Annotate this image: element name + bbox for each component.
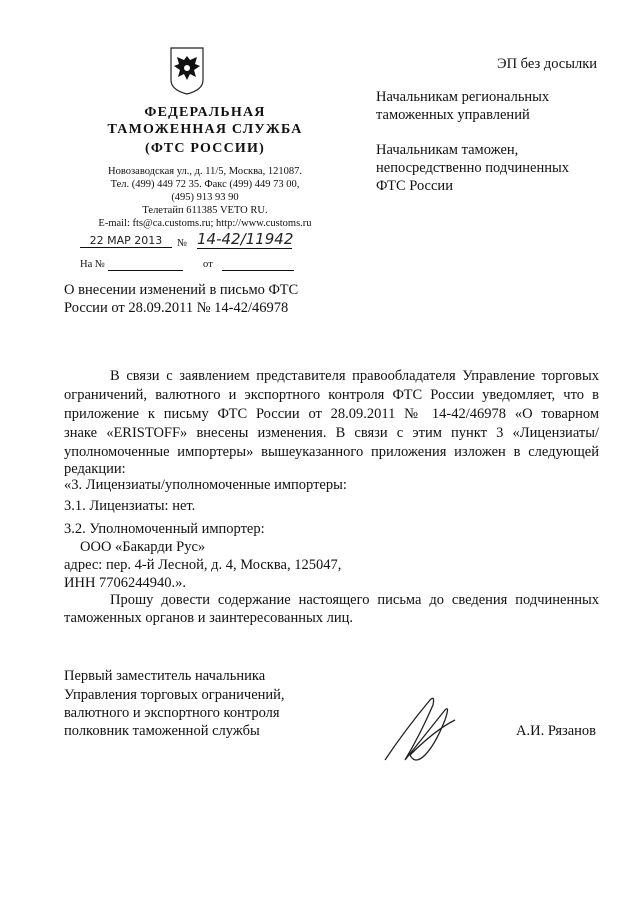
from-label: от [203,259,213,270]
body-para1-line4: знаке «ERISTOFF» внесены изменения. В связи с этим пункт 3 «Лицензиаты/ [64,425,599,441]
body-para1-line2: ограничений, валютного и экспортного контроля ФТС России уведомляет, что в [64,387,599,403]
addressee-1-line2: таможенных управлений [376,107,530,123]
contact-email: E-mail: fts@ca.customs.ru; http://www.customs.ru [98,218,312,229]
handwritten-signature [375,690,465,775]
importer-inn: ИНН 7706244940.». [64,575,187,591]
addressee-2-line2: непосредственно подчиненных [376,160,569,176]
body-para2-line2: таможенных органов и заинтересованных лиц. [64,610,353,626]
org-name-line1: ФЕДЕРАЛЬНАЯ [144,105,266,120]
subject-line1: О внесении изменений в письмо ФТС [64,282,299,298]
ref-label: На № [80,259,105,270]
contact-teletype: Телетайп 611385 VETO RU. [142,205,268,216]
addressee-2-line3: ФТС России [376,178,453,194]
signer-position-line4: полковник таможенной службы [64,723,260,739]
body-para1-line5: уполномоченные импортеры» вышеуказанного приложения изложен в следующей [64,444,599,460]
emblem-icon [168,46,206,96]
letter-number: 14-42/11942 [197,230,294,248]
signer-name: А.И. Рязанов [516,723,597,739]
signer-position-line1: Первый заместитель начальника [64,668,266,684]
contact-phone2: (495) 913 93 90 [171,192,239,203]
body-para1-line3: приложение к письму ФТС России от 28.09.2011 № 14-42/46978 «О товарном [64,406,599,422]
ref-date-blank [222,258,294,271]
importer-company: ООО «Бакарди Рус» [80,539,206,555]
number-label: № [177,238,188,249]
contact-address: Новозаводская ул., д. 11/5, Москва, 121087. [108,166,302,177]
routing-note: ЭП без досылки [497,56,598,72]
body-para2-line1: Прошу довести содержание настоящего письма до сведения подчиненных [110,592,599,608]
addressee-1-line1: Начальникам региональных [376,89,550,105]
org-name-line2: ТАМОЖЕННАЯ СЛУЖБА [107,122,303,137]
item-3: «3. Лицензиаты/уполномоченные импортеры: [64,477,347,493]
ref-number-blank [108,258,183,271]
item-3-2: 3.2. Уполномоченный импортер: [64,521,265,537]
body-para1-line6: редакции: [64,461,126,477]
signer-position-line3: валютного и экспортного контроля [64,705,280,721]
item-3-1: 3.1. Лицензиаты: нет. [64,498,196,514]
letter-date: 22 МАР 2013 [80,234,172,248]
contact-phone: Тел. (499) 449 72 35. Факс (499) 449 73 00, [110,179,300,190]
signer-position-line2: Управления торговых ограничений, [64,687,285,703]
org-abbr: (ФТС РОССИИ) [145,141,265,156]
body-para1-line1: В связи с заявлением представителя правообладателя Управление торговых [110,368,599,384]
subject-line2: России от 28.09.2011 № 14-42/46978 [64,300,289,316]
importer-address: адрес: пер. 4-й Лесной, д. 4, Москва, 125047, [64,557,342,573]
addressee-2-line1: Начальникам таможен, [376,142,519,158]
